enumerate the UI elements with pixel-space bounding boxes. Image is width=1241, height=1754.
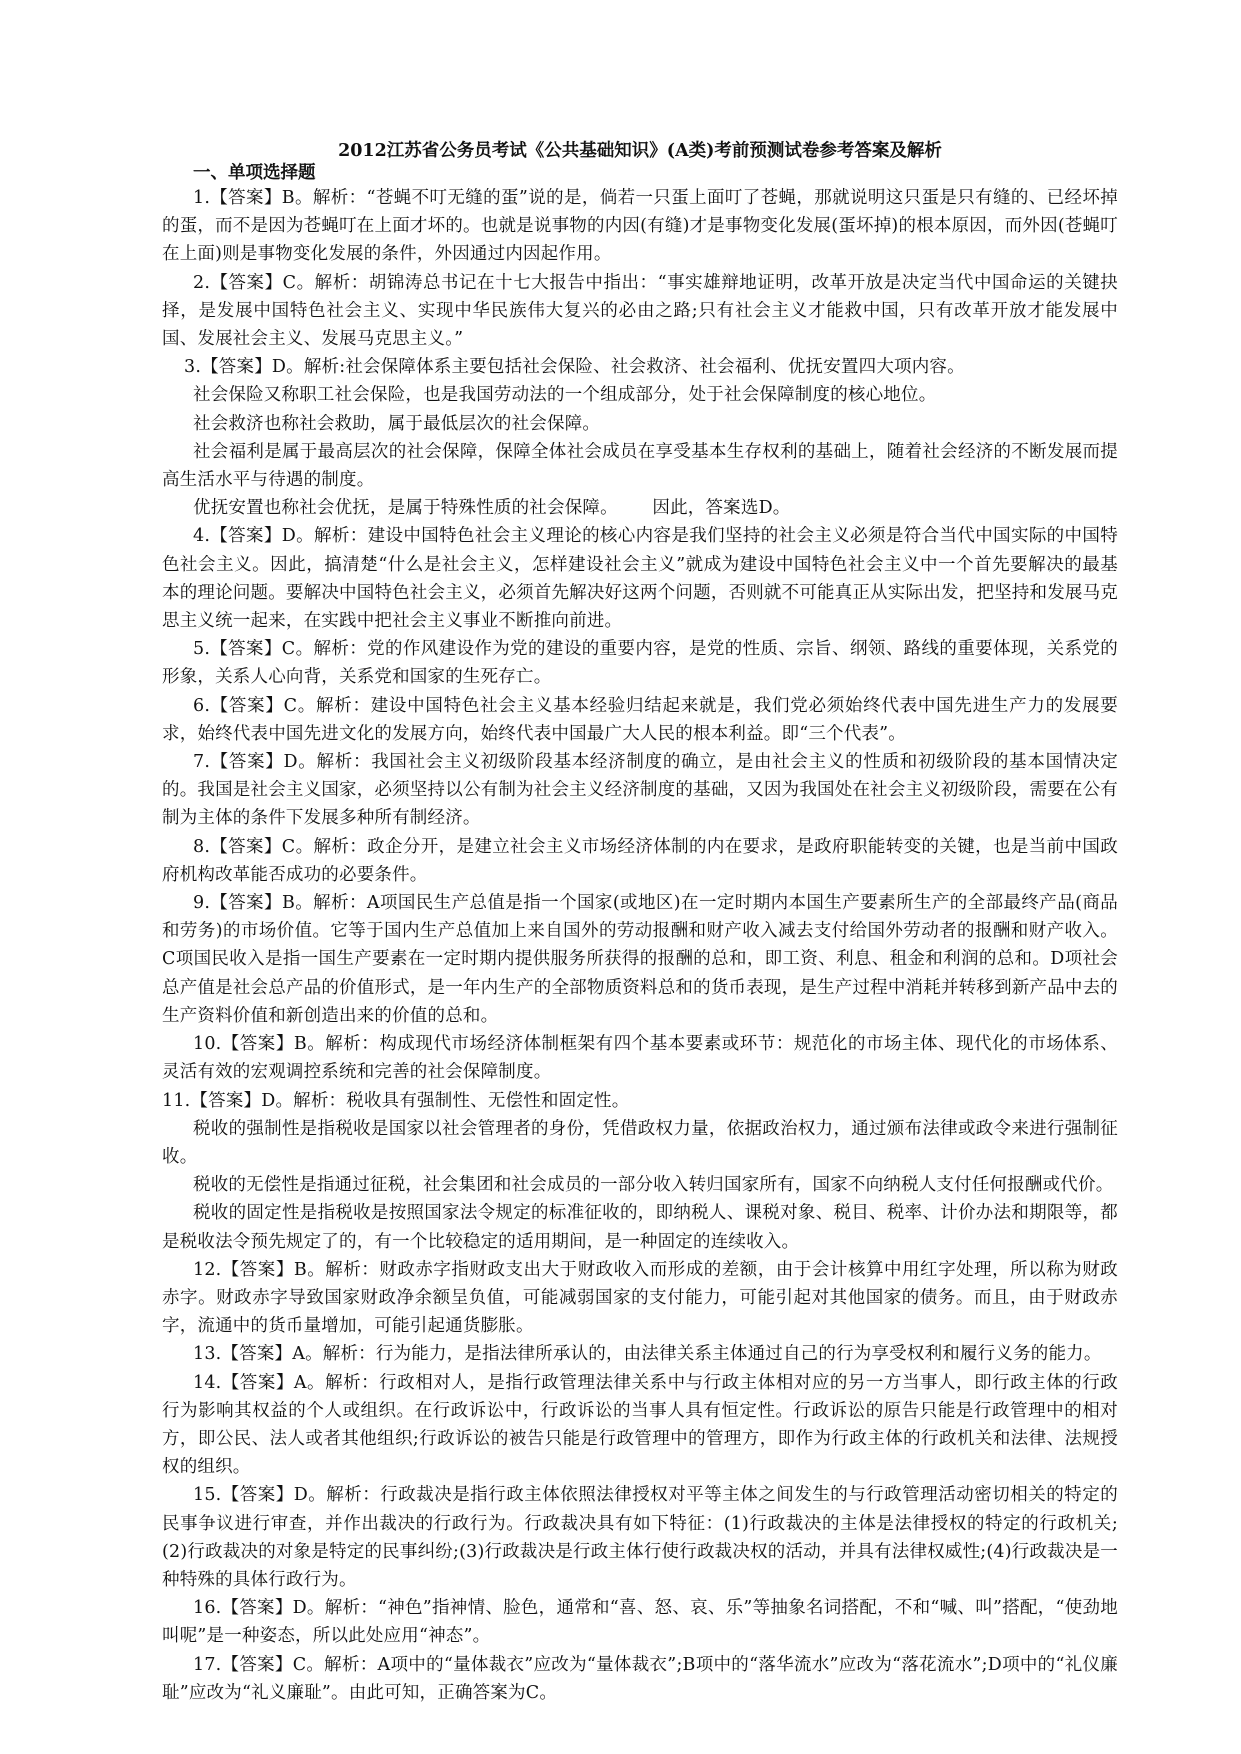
- answer-paragraph: 10.【答案】B。解析：构成现代市场经济体制框架有四个基本要素或环节：规范化的市场主体、现代化的市场体系、灵活有效的宏观调控系统和完善的社会保障制度。: [162, 1034, 1118, 1083]
- answer-paragraph: 11.【答案】D。解析：税收具有强制性、无偿性和固定性。: [162, 1090, 630, 1111]
- answer-paragraph: 8.【答案】C。解析：政企分开，是建立社会主义市场经济体制的内在要求，是政府职能转变的关键，也是当前中国政府机构改革能否成功的必要条件。: [162, 836, 1118, 885]
- answer-paragraph: 税收的固定性是指税收是按照国家法令规定的标准征收的，即纳税人、课税对象、税目、税率、计价办法和期限等，都是税收法令预先规定了的，有一个比较稳定的适用期间，是一种固定的连续收入。: [162, 1203, 1118, 1252]
- answer-paragraph: 7.【答案】D。解析：我国社会主义初级阶段基本经济制度的确立，是由社会主义的性质和初级阶段的基本国情决定的。我国是社会主义国家，必须坚持以公有制为社会主义经济制度的基础，又因为我国处在社会主义初级阶段，需要在公有制为主体的条件下发展多种所有制经济。: [162, 752, 1118, 829]
- answer-paragraph: 5.【答案】C。解析：党的作风建设作为党的建设的重要内容，是党的性质、宗旨、纲领、路线的重要体现，关系党的形象，关系人心向背，关系党和国家的生死存亡。: [162, 639, 1118, 688]
- document-title: 2012江苏省公务员考试《公共基础知识》(A类)考前预测试卷参考答案及解析: [338, 141, 942, 161]
- answer-paragraph: 社会福利是属于最高层次的社会保障，保障全体社会成员在享受基本生存权利的基础上，随着社会经济的不断发展而提高生活水平与待遇的制度。: [162, 441, 1118, 491]
- answer-paragraph: 15.【答案】D。解析：行政裁决是指行政主体依照法律授权对平等主体之间发生的与行政管理活动密切相关的特定的民事争议进行审查，并作出裁决的行政行为。行政裁决具有如下特征：(1)行政裁决的主体是法律授权的特定的行政机关;(2)行政裁决的对象是特定的民事纠纷;(3)行政裁决是行政主体行使行政裁决权的活动，并具有法律权威性;(4)行政裁决是一种特殊的具体行政行为。: [162, 1485, 1118, 1590]
- answer-paragraph: 社会救济也称社会救助，属于最低层次的社会保障。: [193, 413, 601, 434]
- answer-document: [162, 140, 1118, 1707]
- answer-paragraph: 16.【答案】D。解析：“神色”指神情、脸色，通常和“喜、怒、哀、乐”等抽象名词搭配，不和“喊、叫”搭配，“使劲地叫呢”是一种姿态，所以此处应用“神态”。: [162, 1598, 1118, 1647]
- answer-paragraph: 1.【答案】B。解析：“苍蝇不叮无缝的蛋”说的是，倘若一只蛋上面叮了苍蝇，那就说明这只蛋是只有缝的、已经坏掉的蛋，而不是因为苍蝇叮在上面才坏的。也就是说事物的内因(有缝)才是事物变化发展(蛋坏掉)的根本原因，而外因(苍蝇叮在上面)则是事物变化发展的条件，外因通过内因起作用。: [162, 188, 1118, 265]
- answer-paragraph: 9.【答案】B。解析：A项国民生产总值是指一个国家(或地区)在一定时期内本国生产要素所生产的全部最终产品(商品和劳务)的市场价值。它等于国内生产总值加上来自国外的劳动报酬和财产收入减去支付给国外劳动者的报酬和财产收入。C项国民收入是指一国生产要素在一定时期内提供服务所获得的报酬的总和，即工资、利息、租金和利润的总和。D项社会总产值是社会总产品的价值形式，是一年内生产的全部物质资料总和的货币表现，是生产过程中消耗并转移到新产品中去的生产资料价值和新创造出来的价值的总和。: [162, 893, 1118, 1026]
- answer-paragraph: 2.【答案】C。解析：胡锦涛总书记在十七大报告中指出：“事实雄辩地证明，改革开放是决定当代中国命运的关键抉择，是发展中国特色社会主义、实现中华民族伟大复兴的必由之路;只有社会主义才能救中国，只有改革开放才能发展中国、发展社会主义、发展马克思主义。”: [162, 272, 1118, 350]
- answer-paragraph: 社会保险又称职工社会保险，也是我国劳动法的一个组成部分，处于社会保障制度的核心地位。: [193, 385, 937, 406]
- answer-paragraph: 4.【答案】D。解析：建设中国特色社会主义理论的核心内容是我们坚持的社会主义必须是符合当代中国实际的中国特色社会主义。因此，搞清楚“什么是社会主义，怎样建设社会主义”就成为建设中国特色社会主义中一个首先要解决的最基本的理论问题。要解决中国特色社会主义，必须首先解决好这两个问题，否则就不可能真正从实际出发，把坚持和发展马克思主义统一起来，在实践中把社会主义事业不断推向前进。: [162, 526, 1118, 632]
- answer-paragraph: 14.【答案】A。解析：行政相对人，是指行政管理法律关系中与行政主体相对应的另一方当事人，即行政主体的行政行为影响其权益的个人或组织。在行政诉讼中，行政诉讼的当事人具有恒定性。行政诉讼的原告只能是行政管理中的相对方，即公民、法人或者其他组织;行政诉讼的被告只能是行政管理中的管理方，即作为行政主体的行政机关和法律、法规授权的组织。: [162, 1372, 1118, 1478]
- answer-paragraph: 3.【答案】D。解析:社会保障体系主要包括社会保险、社会救济、社会福利、优抚安置四大项内容。: [184, 357, 965, 378]
- answer-paragraph: 税收的无偿性是指通过征税，社会集团和社会成员的一部分收入转归国家所有，国家不向纳税人支付任何报酬或代价。: [193, 1175, 1114, 1196]
- section-heading: 一、单项选择题: [193, 163, 316, 183]
- answer-paragraph: 税收的强制性是指税收是国家以社会管理者的身份，凭借政权力量，依据政治权力，通过颁布法律或政令来进行强制征收。: [162, 1118, 1118, 1167]
- answer-paragraph: 6.【答案】C。解析：建设中国特色社会主义基本经验归结起来就是，我们党必须始终代表中国先进生产力的发展要求，始终代表中国先进文化的发展方向，始终代表中国最广大人民的根本利益。即“三个代表”。: [162, 695, 1118, 744]
- answer-paragraph: 13.【答案】A。解析：行为能力，是指法律所承认的，由法律关系主体通过自己的行为享受权利和履行义务的能力。: [193, 1344, 1102, 1365]
- answer-paragraph: 17.【答案】C。解析：A项中的“量体裁衣”应改为“量体裁衣”;B项中的“落华流水”应改为“落花流水”;D项中的“礼仪廉耻”应改为“礼义廉耻”。由此可知，正确答案为C。: [162, 1654, 1118, 1703]
- answer-paragraph: 12.【答案】B。解析：财政赤字指财政支出大于财政收入而形成的差额，由于会计核算中用红字处理，所以称为财政赤字。财政赤字导致国家财政净余额呈负值，可能减弱国家的支付能力，可能引起对其他国家的债务。而且，由于财政赤字，流通中的货币量增加，可能引起通货膨胀。: [162, 1259, 1118, 1337]
- answer-paragraph: 优抚安置也称社会优抚，是属于特殊性质的社会保障。 因此，答案选D。: [193, 498, 791, 519]
